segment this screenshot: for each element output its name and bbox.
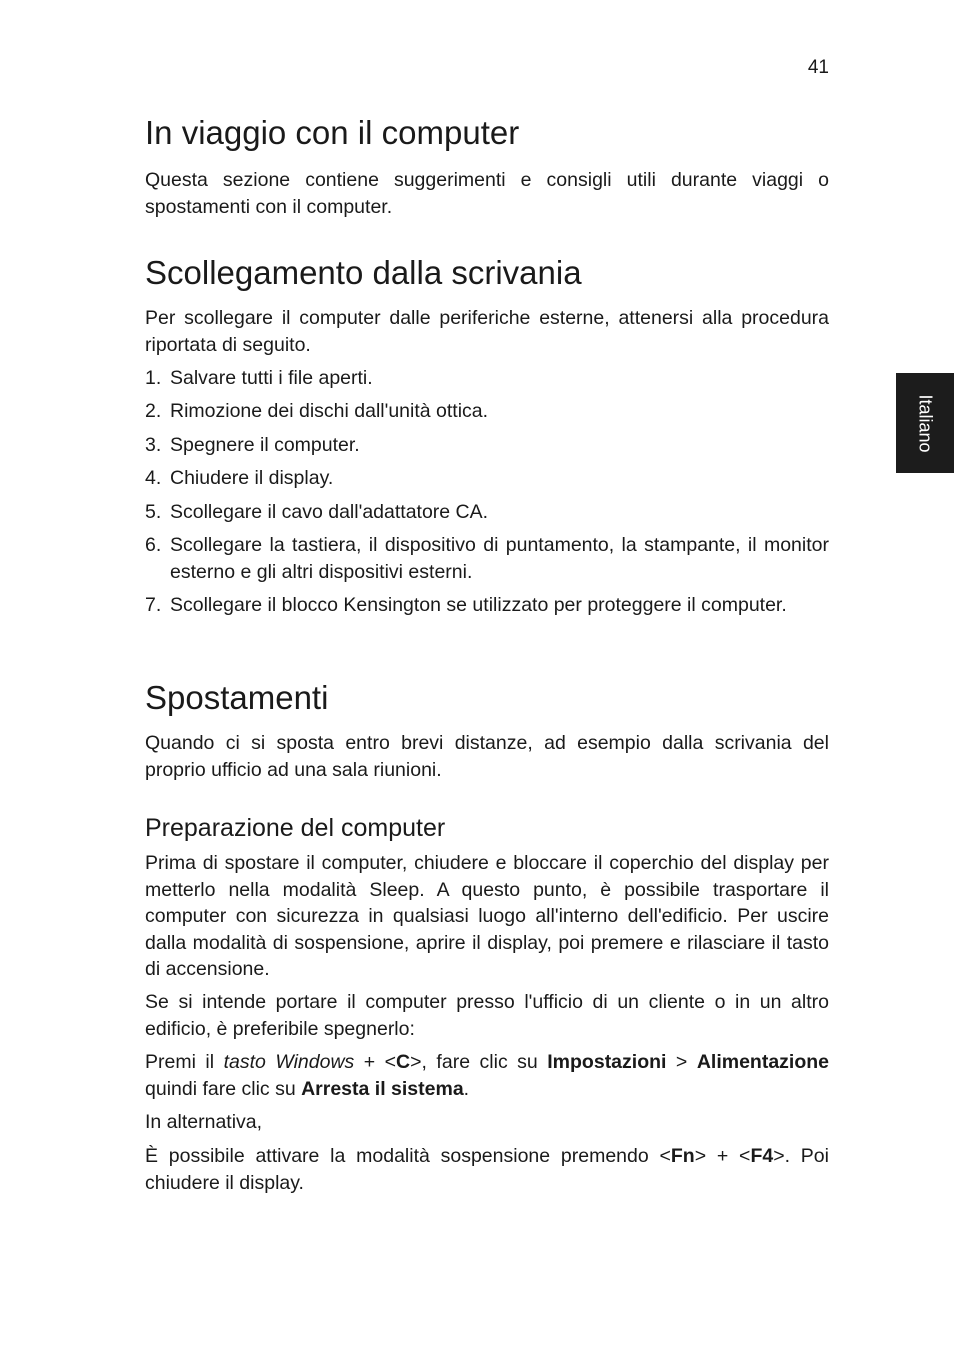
list-item-text: Rimozione dei dischi dall'unità ottica. bbox=[170, 400, 489, 422]
list-item-number: 2. bbox=[145, 400, 162, 422]
shutdown-text: Arresta il sistema bbox=[301, 1077, 464, 1100]
list-item bbox=[145, 432, 829, 459]
section-title-disconnect: Scollegamento dalla scrivania bbox=[145, 254, 582, 291]
settings-text: Impostazioni bbox=[547, 1051, 667, 1073]
paragraph-alternative: In alternativa, bbox=[145, 1111, 263, 1133]
text-run: . bbox=[463, 1077, 470, 1100]
list-item bbox=[145, 499, 829, 526]
paragraph-shutdown-steps bbox=[145, 1049, 829, 1102]
page-number: 41 bbox=[807, 57, 829, 78]
list-item-number: 6. bbox=[145, 534, 162, 556]
key-c-text: C bbox=[396, 1051, 411, 1073]
paragraph-sleep-shortcut bbox=[145, 1143, 829, 1196]
list-item-number: 1. bbox=[145, 367, 162, 389]
key-f4-text: F4 bbox=[750, 1145, 774, 1167]
section-title-moving: Spostamenti bbox=[145, 679, 329, 716]
text-run: > + < bbox=[694, 1145, 751, 1167]
subsection-title-preparation: Preparazione del computer bbox=[145, 814, 446, 842]
text-run: + < bbox=[354, 1051, 397, 1073]
text-run: Premi il bbox=[145, 1051, 224, 1073]
text-run: > bbox=[666, 1051, 697, 1073]
list-item bbox=[145, 465, 829, 492]
list-item-text: Chiudere il display. bbox=[170, 467, 334, 489]
section-intro-travel: Questa sezione contiene suggerimenti e consigli utili durante viaggi o spostamenti con il computer. bbox=[145, 169, 829, 218]
list-item-text: Scollegare il cavo dall'adattatore CA. bbox=[170, 501, 489, 523]
key-fn-text: Fn bbox=[670, 1145, 695, 1167]
paragraph-shutdown-advice: Se si intende portare il computer presso l'ufficio di un cliente o in un altro edificio, è preferibile spegnerlo: bbox=[145, 991, 829, 1040]
list-item-text: Spegnere il computer. bbox=[170, 434, 360, 456]
windows-key-text: tasto Windows bbox=[223, 1051, 355, 1073]
section-intro-disconnect: Per scollegare il computer dalle periferiche esterne, attenersi alla procedura riportata di seguito. bbox=[145, 307, 829, 356]
list-item bbox=[145, 532, 829, 585]
list-item bbox=[145, 398, 829, 425]
list-item-number: 5. bbox=[145, 501, 162, 523]
list-item-text: Scollegare il blocco Kensington se utilizzato per proteggere il computer. bbox=[170, 594, 787, 616]
list-item-number: 7. bbox=[145, 594, 162, 616]
language-tab-label: Italiano bbox=[915, 393, 936, 453]
section-title-travel: In viaggio con il computer bbox=[145, 114, 520, 151]
text-run: quindi fare clic su bbox=[145, 1077, 302, 1100]
list-item-text: Scollegare la tastiera, il dispositivo di puntamento, la stampante, il monitor esterno e gli altri dispositivi esterni. bbox=[170, 534, 829, 583]
list-item-number: 4. bbox=[145, 467, 162, 489]
section-intro-moving: Quando ci si sposta entro brevi distanze, ad esempio dalla scrivania del proprio ufficio ad una sala riunioni. bbox=[145, 732, 829, 781]
list-item-text: Salvare tutti i file aperti. bbox=[170, 367, 373, 389]
text-run: >, fare clic su bbox=[410, 1051, 548, 1073]
list-item bbox=[145, 365, 829, 392]
power-text: Alimentazione bbox=[696, 1051, 829, 1073]
language-tab bbox=[896, 373, 954, 473]
list-item bbox=[145, 592, 829, 619]
text-run: È possibile attivare la modalità sospensione premendo < bbox=[145, 1145, 671, 1167]
list-item-number: 3. bbox=[145, 434, 162, 456]
paragraph-sleep-mode: Prima di spostare il computer, chiudere e bloccare il coperchio del display per metterlo nella modalità Sleep. A questo punto, è possibile trasportare il computer con sicurezza in qualsiasi luogo all'interno dell'edificio. Per uscire dalla modalità di sospensione, aprire il display, poi premere e rilasciare il tasto di accensione. bbox=[145, 852, 829, 980]
text-run: >. Poi chiudere il display. bbox=[145, 1145, 829, 1194]
